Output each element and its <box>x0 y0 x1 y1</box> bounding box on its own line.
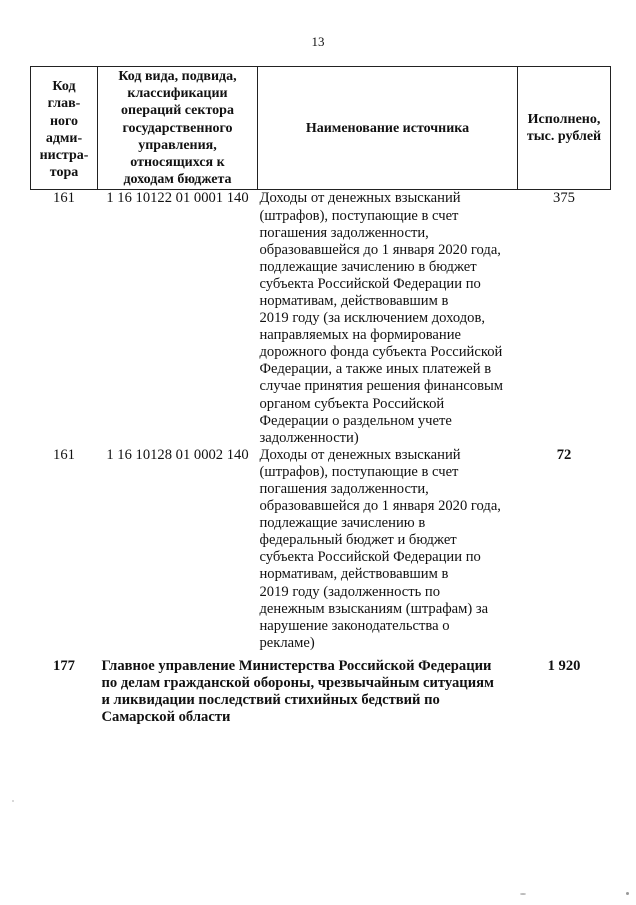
administrator-row <box>31 652 611 726</box>
text-line: дорожного фонда субъекта Российской <box>259 344 503 361</box>
text-line: нормативам, действовавшим в <box>259 292 449 309</box>
amount-cell: 1 920 <box>547 657 581 674</box>
text-line: образовавшейся до 1 января 2020 года, <box>259 241 501 258</box>
classification-code-cell: 1 16 10128 01 0002 140 <box>106 446 249 463</box>
text-line: образовавшейся до 1 января 2020 года, <box>259 498 501 515</box>
text-line: нарушение законодательства о <box>259 617 450 634</box>
revenue-table <box>30 66 611 726</box>
header-line: тора <box>49 165 79 181</box>
amount-cell: 72 <box>556 446 572 463</box>
header-line: операций сектора <box>121 103 234 119</box>
text-line: (штрафов), поступающие в счет <box>259 207 459 224</box>
text-line: федеральный бюджет и бюджет <box>259 532 457 549</box>
text-line: погашения задолженности, <box>259 481 429 498</box>
text-line: подлежащие зачислению в бюджет <box>259 258 477 275</box>
admin-code-cell: 161 <box>53 446 75 463</box>
scan-artifact <box>12 800 14 802</box>
source-name-cell <box>258 447 518 652</box>
header-executed-amount <box>518 67 611 190</box>
text-line: и ликвидации последствий стихийных бедствий по <box>101 692 440 709</box>
header-classification-code <box>98 67 258 190</box>
table-header <box>31 67 611 190</box>
text-line: 2019 году (за исключением доходов, <box>259 310 485 327</box>
text-line: субъекта Российской Федерации по <box>259 549 481 566</box>
text-line: рекламе) <box>259 634 315 651</box>
text-line: (штрафов), поступающие в счет <box>259 463 459 480</box>
scan-artifact <box>626 892 629 895</box>
text-line: нормативам, действовавшим в <box>259 566 449 583</box>
header-line: глав- <box>47 96 81 112</box>
text-line: Самарской области <box>101 709 231 726</box>
text-line: субъекта Российской Федерации по <box>259 275 481 292</box>
admin-code-cell: 161 <box>53 190 75 207</box>
text-line: по делам гражданской обороны, чрезвычайным ситуациям <box>101 675 494 692</box>
text-line: направляемых на формирование <box>259 327 462 344</box>
text-line: Доходы от денежных взысканий <box>259 190 461 207</box>
header-admin-code <box>31 67 98 190</box>
header-line: адми- <box>45 130 83 146</box>
header-line: государственного <box>122 120 233 136</box>
header-line: Код вида, подвида, <box>118 69 237 84</box>
admin-code-cell: 177 <box>53 657 75 674</box>
table-row <box>31 447 611 652</box>
header-line: управления, <box>138 137 217 153</box>
scan-artifact <box>520 893 526 895</box>
header-line: Код <box>52 79 76 95</box>
header-line: классификации <box>127 86 228 102</box>
administrator-name-cell <box>98 652 518 726</box>
text-line: погашения задолженности, <box>259 224 429 241</box>
text-line: Главное управление Министерства Российской Федерации <box>101 657 492 674</box>
text-line: Федерации о раздельном учете <box>259 412 452 429</box>
header-line: нистра- <box>39 147 89 163</box>
source-name-cell <box>258 190 518 447</box>
text-line: Доходы от денежных взысканий <box>259 446 461 463</box>
text-line: подлежащие зачислению в <box>259 515 426 532</box>
header-line: Наименование источника <box>305 120 470 136</box>
header-line: доходам бюджета <box>123 172 232 188</box>
header-line: тыс. рублей <box>526 129 602 145</box>
header-source-name <box>258 67 518 190</box>
amount-cell: 375 <box>553 190 575 207</box>
text-line: денежным взысканиям (штрафам) за <box>259 600 489 617</box>
header-line: ного <box>49 113 79 129</box>
text-line: органом субъекта Российской <box>259 395 445 412</box>
classification-code-cell: 1 16 10122 01 0001 140 <box>106 190 249 207</box>
text-line: Федерации, а также иных платежей в <box>259 361 492 378</box>
text-line: 2019 году (задолженность по <box>259 583 441 600</box>
text-line: случае принятия решения финансовым <box>259 378 504 395</box>
table-row <box>31 190 611 447</box>
text-line: задолженности) <box>259 429 359 446</box>
header-line: Исполнено, <box>527 112 601 127</box>
header-line: относящихся к <box>130 155 225 171</box>
page-number: 13 <box>311 34 325 49</box>
